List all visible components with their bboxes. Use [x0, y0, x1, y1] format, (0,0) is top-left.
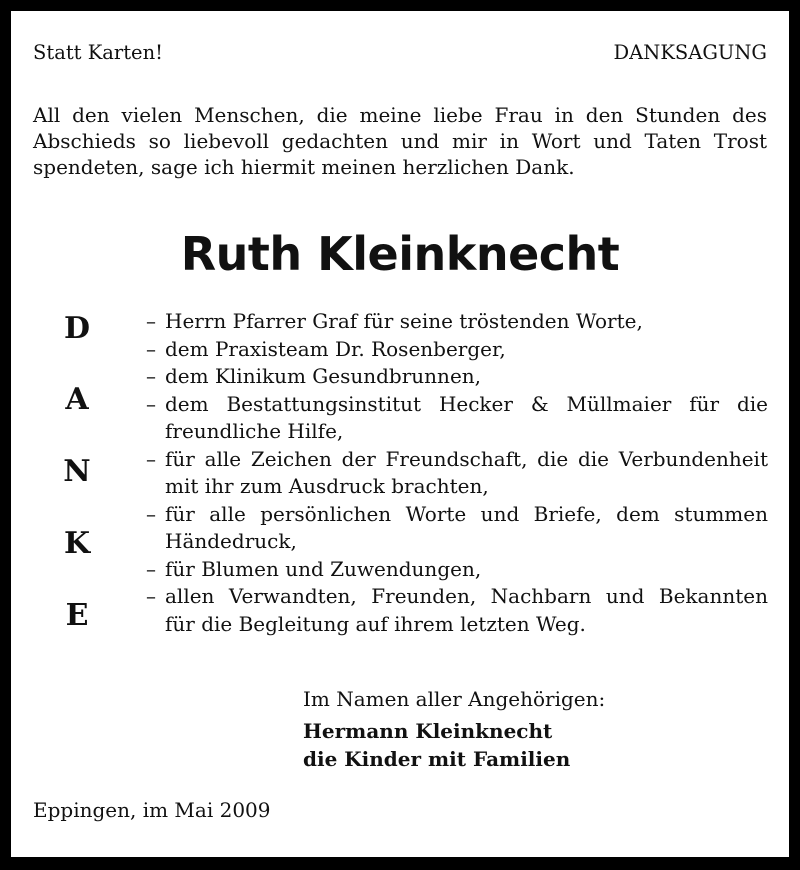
thanks-line: für die Begleitung auf ihrem letzten Weg.	[165, 611, 586, 636]
danke-letter: E	[65, 598, 89, 633]
thanks-line: Herrn Pfarrer Graf für seine tröstenden Worte,	[165, 309, 643, 333]
danke-letter: D	[63, 311, 90, 346]
thanks-line: für alle Zeichen der Freundschaft, die die Verbundenheit	[165, 446, 768, 471]
signature-intro: Im Namen aller Angehörigen:	[303, 687, 606, 711]
thanks-item	[146, 391, 768, 446]
obituary-notice	[11, 11, 789, 857]
thanks-line: dem Praxisteam Dr. Rosenberger,	[165, 336, 506, 361]
thanks-list	[146, 308, 768, 638]
thanks-item	[146, 501, 768, 556]
dash-mark: –	[146, 309, 156, 333]
thanks-item	[146, 556, 768, 584]
thanks-line: dem Bestattungsinstitut Hecker & Müllmaier für die	[165, 391, 768, 416]
signers-block	[303, 717, 570, 773]
intro-line: All den vielen Menschen, die meine liebe Frau in den Stunden des	[33, 103, 767, 127]
header-left: Statt Karten!	[33, 41, 163, 64]
dash-mark: –	[146, 364, 156, 388]
thanks-line: allen Verwandten, Freunden, Nachbarn und Bekannten	[165, 584, 768, 608]
danke-letter: K	[63, 526, 91, 561]
signer-name: die Kinder mit Familien	[303, 747, 571, 771]
intro-line: Abschieds so liebevoll gedachten und mir in Wort und Taten Trost	[33, 129, 767, 153]
dash-mark: –	[146, 391, 156, 416]
thanks-line: für Blumen und Zuwendungen,	[165, 556, 482, 581]
dash-mark: –	[146, 556, 156, 581]
dash-mark: –	[146, 336, 156, 361]
danke-letter: N	[63, 454, 91, 489]
thanks-line: freundliche Hilfe,	[165, 419, 344, 443]
thanks-line: dem Klinikum Gesundbrunnen,	[165, 364, 482, 388]
thanks-item	[146, 336, 768, 364]
intro-paragraph	[33, 102, 767, 180]
place-date: Eppingen, im Mai 2009	[33, 798, 271, 822]
dash-mark: –	[146, 584, 156, 608]
header-title: DANKSAGUNG	[613, 41, 767, 64]
signer-name: Hermann Kleinknecht	[303, 719, 553, 743]
thanks-line: für alle persönlichen Worte und Briefe, dem stummen	[165, 501, 768, 526]
thanks-line: Händedruck,	[165, 529, 297, 553]
deceased-name: Ruth Kleinknecht	[180, 227, 620, 281]
danke-letter: A	[65, 382, 89, 417]
thanks-item	[146, 583, 768, 638]
intro-line: spendeten, sage ich hiermit meinen herzlichen Dank.	[33, 155, 575, 179]
thanks-item	[146, 308, 768, 336]
dash-mark: –	[146, 446, 156, 471]
thanks-item	[146, 446, 768, 501]
dash-mark: –	[146, 501, 156, 526]
thanks-line: mit ihr zum Ausdruck brachten,	[165, 474, 489, 498]
thanks-item	[146, 363, 768, 391]
